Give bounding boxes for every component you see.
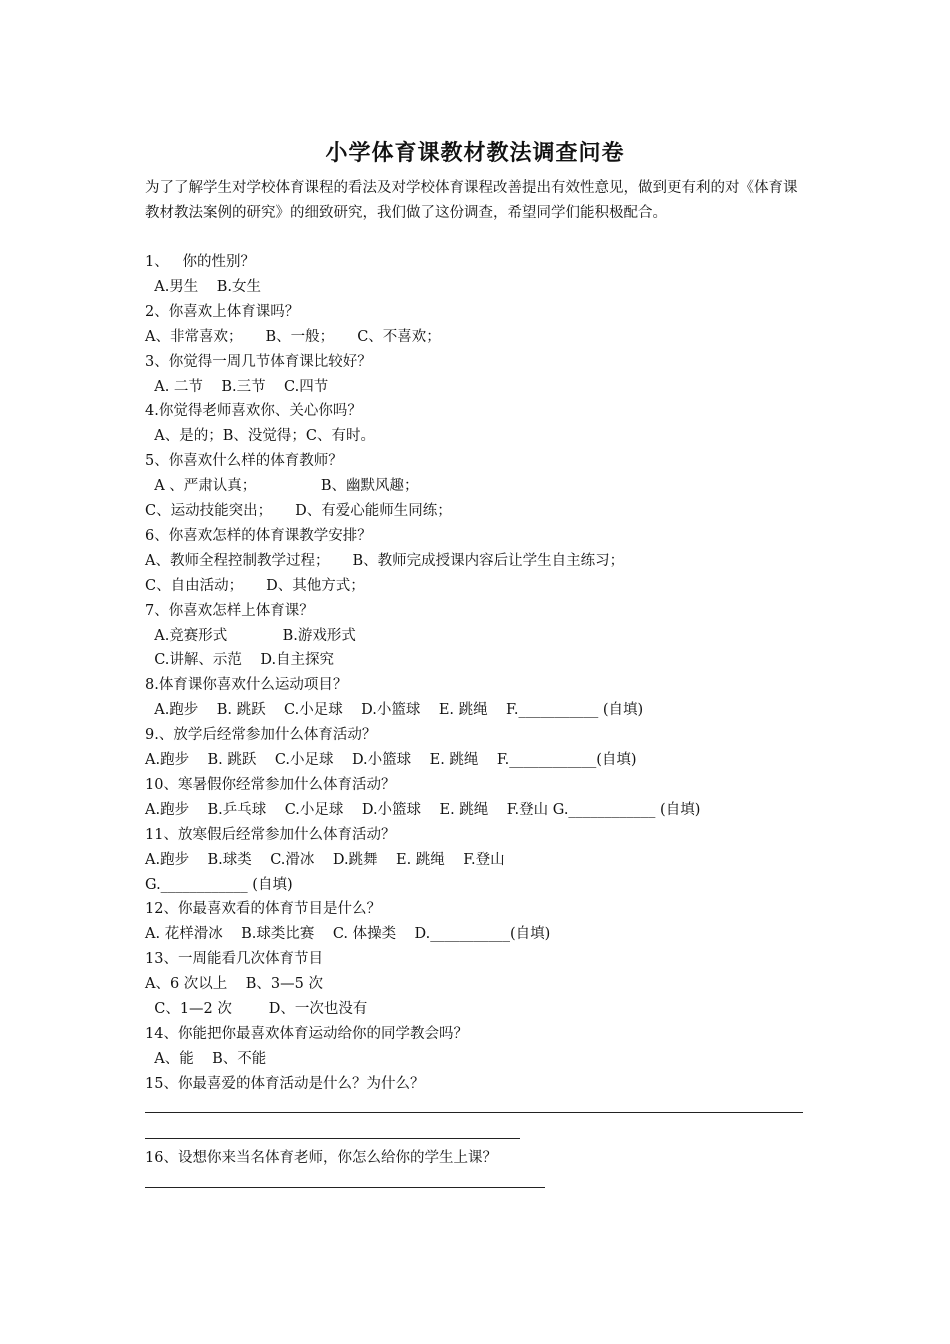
question-line: A、教师全程控制教学过程； B、教师完成授课内容后让学生自主练习； <box>145 552 625 569</box>
question-line: 8.体育课你喜欢什么运动项目？ <box>145 677 348 694</box>
question-line: A 、严肃认真； B、幽默风趣； <box>145 478 419 495</box>
question-line: 4.你觉得老师喜欢你、关心你吗？ <box>145 403 362 420</box>
question-line: A.跑步 B. 跳跃 C.小足球 D.小篮球 E. 跳绳 F.____________(自填) <box>145 752 637 768</box>
question-line: A、是的；B、没觉得；C、有时。 <box>145 428 375 445</box>
question-16: 16、设想你来当名体育老师，你怎么给你的学生上课？ <box>145 1150 497 1166</box>
question-line: 10、寒暑假你经常参加什么体育活动？ <box>145 776 396 793</box>
question-line: 3、你觉得一周几节体育课比较好？ <box>145 353 372 370</box>
question-line: A.跑步 B.球类 C.滑冰 D.跳舞 E. 跳绳 F.登山 <box>145 851 505 868</box>
question-line: A.跑步 B. 跳跃 C.小足球 D.小篮球 E. 跳绳 F.___________ (自填) <box>145 702 644 719</box>
document-title: 小学体育课教材教法调查问卷 <box>325 140 625 166</box>
question-line: A.男生 B.女生 <box>145 278 261 295</box>
question-line: 1、 你的性别？ <box>145 254 256 270</box>
question-line: A、能 B、不能 <box>145 1050 267 1067</box>
question-line: A.竞赛形式 B.游戏形式 <box>145 627 356 644</box>
question-line: 6、你喜欢怎样的体育课教学安排？ <box>145 527 372 544</box>
question-line: A. 花样滑冰 B.球类比赛 C. 体操类 D.___________(自填) <box>145 926 551 943</box>
question-line: 11、放寒假后经常参加什么体育活动？ <box>145 826 396 843</box>
question-line: 9.、放学后经常参加什么体育活动？ <box>145 727 377 744</box>
question-line: 12、你最喜欢看的体育节目是什么？ <box>145 901 381 918</box>
question-line: C、自由活动； D、其他方式； <box>145 577 365 594</box>
question-line: 5、你喜欢什么样的体育教师？ <box>145 453 343 470</box>
answer-line-16[interactable] <box>145 1187 545 1188</box>
question-line: C.讲解、示范 D.自主探究 <box>145 652 335 669</box>
question-line: 7、你喜欢怎样上体育课？ <box>145 602 314 619</box>
answer-line-15b[interactable] <box>145 1138 520 1139</box>
question-line: G.____________ (自填) <box>145 876 293 893</box>
question-line: C、1—2 次 D、一次也没有 <box>145 1001 368 1017</box>
question-line: 15、你最喜爱的体育活动是什么？为什么？ <box>145 1075 425 1092</box>
question-line: A. 二节 B.三节 C.四节 <box>145 378 329 395</box>
question-line: 2、你喜欢上体育课吗？ <box>145 303 300 320</box>
answer-line-15a[interactable] <box>145 1112 803 1113</box>
question-line: C、运动技能突出； D、有爱心能师生同练； <box>145 503 452 519</box>
question-line: A、非常喜欢； B、一般； C、不喜欢； <box>145 328 441 345</box>
question-line: A.跑步 B.乒乓球 C.小足球 D.小篮球 E. 跳绳 F.登山 G.____________ (自填) <box>145 801 701 818</box>
intro-paragraph: 为了了解学生对学校体育课程的看法及对学校体育课程改善提出有效性意见，做到更有利的对《体育课教材教法案例的研究》的细致研究，我们做了这份调查，希望同学们能积极配合。 <box>145 180 798 221</box>
question-line: 14、你能把你最喜欢体育运动给你的同学教会吗？ <box>145 1025 468 1042</box>
question-line: A、6 次以上 B、3—5 次 <box>145 976 323 993</box>
question-line: 13、一周能看几次体育节目 <box>145 951 323 968</box>
